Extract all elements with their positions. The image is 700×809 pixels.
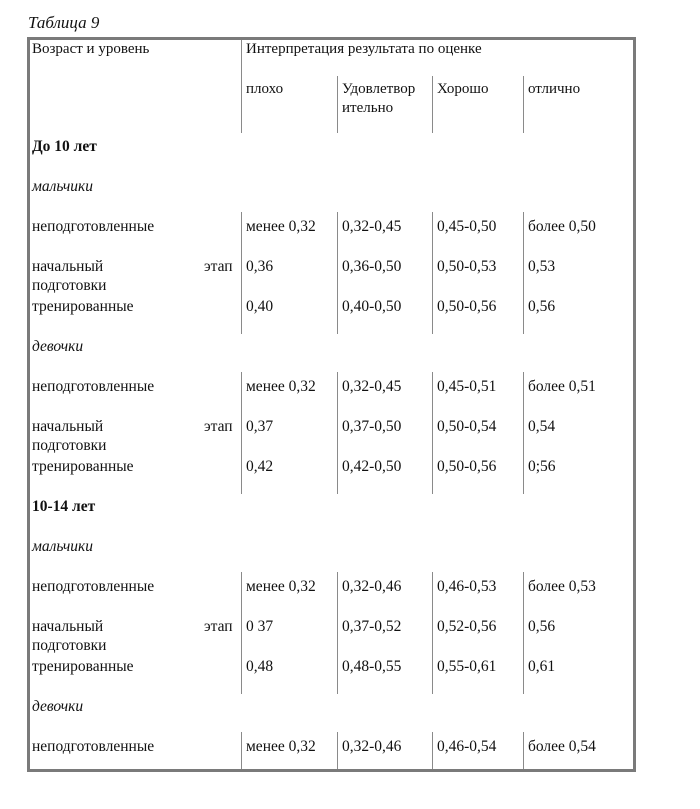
column-divider [432, 372, 433, 494]
column-divider [241, 40, 242, 133]
group-sex-label: мальчики [32, 178, 94, 195]
cell-poor: 0,37 [246, 418, 274, 435]
cell-excellent: 0,54 [528, 418, 556, 435]
column-divider [523, 372, 524, 494]
cell-good: 0,50-0,53 [437, 258, 497, 275]
row-level-part: начальный [32, 258, 104, 275]
column-divider [337, 732, 338, 769]
column-divider [523, 732, 524, 769]
column-divider [337, 212, 338, 334]
cell-satisfactory: 0,37-0,50 [342, 418, 402, 435]
header-age-level: Возраст и уровень [32, 41, 150, 57]
cell-good: 0,45-0,51 [437, 378, 497, 395]
header-grade-satisfactory-2: ительно [342, 100, 394, 116]
cell-good: 0,52-0,56 [437, 618, 497, 635]
column-divider [523, 212, 524, 334]
cell-excellent: более 0,53 [528, 578, 596, 595]
cell-poor: 0,48 [246, 658, 274, 675]
cell-satisfactory: 0,40-0,50 [342, 298, 402, 315]
cell-excellent: 0,53 [528, 258, 556, 275]
cell-excellent: 0;56 [528, 458, 556, 475]
cell-poor: 0 37 [246, 618, 274, 635]
cell-satisfactory: 0,37-0,52 [342, 618, 402, 635]
group-sex-label: девочки [32, 338, 84, 355]
header-grade-good: Хорошо [437, 81, 489, 97]
column-divider [523, 572, 524, 694]
cell-good: 0,55-0,61 [437, 658, 497, 675]
column-divider [523, 76, 524, 133]
cell-poor: менее 0,32 [246, 738, 316, 755]
row-level-part: начальный [32, 618, 104, 635]
row-level-part: подготовки [32, 277, 107, 294]
cell-good: 0,50-0,54 [437, 418, 497, 435]
header-grade-poor: плохо [246, 81, 284, 97]
column-divider [432, 572, 433, 694]
row-level: тренированные [32, 458, 134, 475]
cell-satisfactory: 0,48-0,55 [342, 658, 402, 675]
cell-poor: менее 0,32 [246, 378, 316, 395]
cell-poor: 0,40 [246, 298, 274, 315]
column-divider [337, 76, 338, 133]
cell-poor: менее 0,32 [246, 218, 316, 235]
row-level-part: этап [204, 418, 233, 435]
row-level: неподготовленные [32, 738, 155, 755]
section-title: До 10 лет [32, 138, 97, 155]
column-divider [337, 372, 338, 494]
header-grade-satisfactory-1: Удовлетвор [342, 81, 416, 97]
cell-excellent: более 0,54 [528, 738, 596, 755]
cell-satisfactory: 0,32-0,46 [342, 578, 402, 595]
column-divider [337, 572, 338, 694]
column-divider [241, 732, 242, 769]
cell-excellent: 0,56 [528, 298, 556, 315]
row-level: неподготовленные [32, 578, 155, 595]
row-level-part: подготовки [32, 437, 107, 454]
cell-poor: 0,36 [246, 258, 274, 275]
column-divider [432, 212, 433, 334]
cell-good: 0,45-0,50 [437, 218, 497, 235]
cell-excellent: более 0,51 [528, 378, 596, 395]
header-grade-excellent: отлично [528, 81, 581, 97]
row-level: неподготовленные [32, 218, 155, 235]
cell-satisfactory: 0,42-0,50 [342, 458, 402, 475]
row-level: тренированные [32, 298, 134, 315]
column-divider [241, 372, 242, 494]
cell-excellent: 0,61 [528, 658, 556, 675]
cell-excellent: более 0,50 [528, 218, 596, 235]
cell-satisfactory: 0,32-0,45 [342, 378, 402, 395]
cell-satisfactory: 0,36-0,50 [342, 258, 402, 275]
column-divider [432, 732, 433, 769]
group-sex-label: девочки [32, 698, 84, 715]
cell-satisfactory: 0,32-0,45 [342, 218, 402, 235]
column-divider [432, 76, 433, 133]
column-divider [241, 572, 242, 694]
row-level-part: начальный [32, 418, 104, 435]
cell-poor: 0,42 [246, 458, 274, 475]
row-level: тренированные [32, 658, 134, 675]
row-level-part: этап [204, 258, 233, 275]
cell-good: 0,50-0,56 [437, 298, 497, 315]
column-divider [241, 212, 242, 334]
section-title: 10-14 лет [32, 498, 96, 515]
group-sex-label: мальчики [32, 538, 94, 555]
cell-good: 0,46-0,53 [437, 578, 497, 595]
table-caption: Таблица 9 [28, 13, 100, 32]
cell-good: 0,46-0,54 [437, 738, 497, 755]
row-level-part: этап [204, 618, 233, 635]
header-interpretation: Интерпретация результата по оценке [246, 41, 482, 57]
cell-satisfactory: 0,32-0,46 [342, 738, 402, 755]
row-level-part: подготовки [32, 637, 107, 654]
row-level: неподготовленные [32, 378, 155, 395]
cell-excellent: 0,56 [528, 618, 556, 635]
cell-good: 0,50-0,56 [437, 458, 497, 475]
cell-poor: менее 0,32 [246, 578, 316, 595]
